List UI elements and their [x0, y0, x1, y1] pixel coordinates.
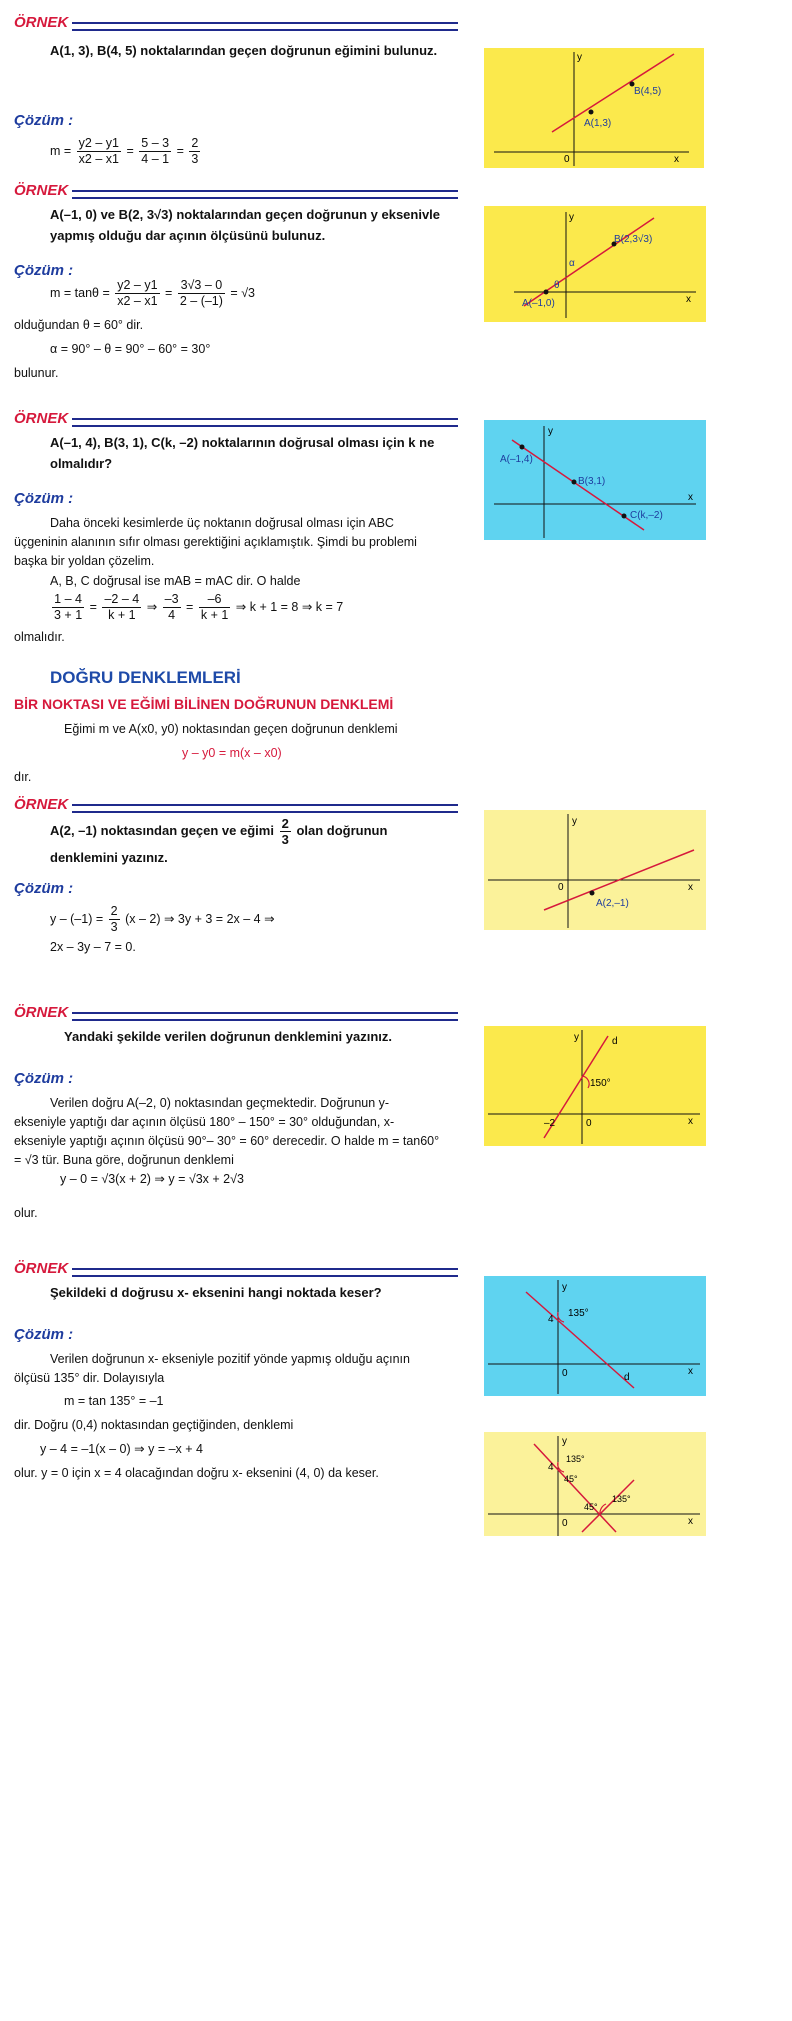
- example-3-end: olmalıdır.: [14, 630, 65, 644]
- origin-label: 0: [558, 882, 564, 893]
- header-rule: [72, 1268, 458, 1277]
- x-axis-label: x: [688, 1516, 693, 1527]
- x-axis-label: x: [688, 1366, 693, 1377]
- alpha-label: α: [569, 258, 575, 269]
- y-axis-label: y: [574, 1032, 579, 1043]
- example-4-line1: y – (–1) = $\frac{2}{3}$ (x – 2) ⇒ 3y + 3 = 2x – 4 ⇒: [50, 904, 275, 934]
- x-axis-label: x: [674, 154, 679, 165]
- solution-label: Çözüm :: [14, 262, 74, 279]
- ornek-label: ÖRNEK: [14, 182, 69, 199]
- figure-7: [484, 1432, 706, 1536]
- example-header-2: [14, 182, 464, 200]
- point-a-label: A(2,–1): [596, 898, 629, 909]
- figure-2: [484, 206, 706, 322]
- ornek-label: ÖRNEK: [14, 14, 69, 31]
- example-3-line1: A, B, C doğrusal ise mAB = mAC dir. O halde: [50, 574, 301, 588]
- header-rule: [72, 804, 458, 813]
- figure-1: [484, 48, 704, 168]
- section-text: Eğimi m ve A(x0, y0) noktasından geçen doğrunun denklemi: [64, 722, 398, 736]
- origin-label: 0: [562, 1518, 568, 1529]
- four-label: 4: [548, 1462, 554, 1473]
- example-1-question: A(1, 3), B(4, 5) noktalarından geçen doğrunun eğimini bulunuz.: [50, 43, 438, 58]
- angle-135-label: 135°: [568, 1308, 589, 1319]
- ornek-label: ÖRNEK: [14, 1260, 69, 1277]
- figure-6: [484, 1276, 706, 1396]
- ornek-label: ÖRNEK: [14, 1004, 69, 1021]
- figure-3: [484, 420, 706, 540]
- point-b-label: B(2,3√3): [614, 234, 653, 245]
- line-d-label: d: [624, 1372, 630, 1383]
- example-6-line2: dir. Doğru (0,4) noktasından geçtiğinden, denklemi: [14, 1418, 294, 1432]
- example-4-line2: 2x – 3y – 7 = 0.: [50, 940, 136, 954]
- angle-45b-label: 45°: [584, 1502, 598, 1512]
- example-header-6: [14, 1260, 464, 1278]
- example-header-1: [14, 14, 464, 32]
- theta-label: θ: [554, 280, 560, 291]
- x-axis-label: x: [688, 1116, 693, 1127]
- angle-135b-label: 135°: [612, 1494, 631, 1504]
- angle-45-label: 45°: [564, 1474, 578, 1484]
- y-axis-label: y: [548, 426, 553, 437]
- y-axis-label: y: [577, 52, 582, 63]
- header-rule: [72, 190, 458, 199]
- example-5-equation: y – 0 = √3(x + 2) ⇒ y = √3x + 2√3: [60, 1172, 244, 1186]
- example-6-paragraph: Verilen doğrunun x- ekseniyle pozitif yönde yapmış olduğu açının ölçüsü 135° dir. Dolayısıyla: [14, 1352, 410, 1385]
- y-axis-label: y: [562, 1436, 567, 1447]
- example-6-line3: olur. y = 0 için x = 4 olacağından doğru x- eksenini (4, 0) da keser.: [14, 1466, 379, 1480]
- y-axis-label: y: [562, 1282, 567, 1293]
- example-2-line1: olduğundan θ = 60° dir.: [14, 318, 144, 332]
- example-4-question: A(2, –1) noktasından geçen ve eğimi $\frac{2}{3}$ olan doğrunun denklemini yazınız.: [50, 816, 388, 865]
- example-5-question: Yandaki şekilde verilen doğrunun denklemini yazınız.: [64, 1029, 392, 1044]
- point-a-label: A(–1,4): [500, 454, 533, 465]
- point-c-label: C(k,–2): [630, 510, 663, 521]
- solution-label: Çözüm :: [14, 1070, 74, 1087]
- origin-label: 0: [562, 1368, 568, 1379]
- figure-5: [484, 1026, 706, 1146]
- line-d-label: d: [612, 1036, 618, 1047]
- ornek-label: ÖRNEK: [14, 410, 69, 427]
- x-axis-label: x: [688, 492, 693, 503]
- figure-4: [484, 810, 706, 930]
- example-1-formula: m = $\frac{y2 - y1}{x2 - x1}$ = $\frac{5 - 3}{4 - 1}$ = $\frac{2}{3}$: [50, 136, 199, 166]
- example-6-question: Şekildeki d doğrusu x- eksenini hangi noktada keser?: [50, 1285, 382, 1300]
- example-6-eq1: m = tan 135° = –1: [64, 1394, 164, 1408]
- angle-150-label: 150°: [590, 1078, 611, 1089]
- y-axis-label: y: [569, 212, 574, 223]
- example-5-end: olur.: [14, 1206, 38, 1220]
- header-rule: [72, 418, 458, 427]
- example-5-paragraph: Verilen doğru A(–2, 0) noktasından geçmektedir. Doğrunun y- ekseniyle yaptığı dar açının ölçüsü 180° – 150° = 30° olduğundan, x- ekseniyle yaptığı açının ölçüsü 90°– 30° = 60° derecedir. O halde m = tan60° = √3 tür. Buna göre, doğrunun denklemi: [14, 1096, 440, 1167]
- section-subtitle: BİR NOKTASI VE EĞİMİ BİLİNEN DOĞRUNUN DENKLEMİ: [14, 696, 394, 712]
- example-3-question: A(–1, 4), B(3, 1), C(k, –2) noktalarının doğrusal olması için k ne olmalıdır?: [50, 435, 435, 471]
- solution-label: Çözüm :: [14, 1326, 74, 1343]
- example-header-4: [14, 796, 464, 814]
- solution-label: Çözüm :: [14, 880, 74, 897]
- example-2-formula: m = tanθ = $\frac{y2 - y1}{x2 - x1}$ = $\frac{3√3 - 0}{2 - (-1)}$ = √3: [50, 278, 256, 308]
- x-axis-label: x: [686, 294, 691, 305]
- section-dir: dır.: [14, 770, 32, 784]
- example-2-line2: α = 90° – θ = 90° – 60° = 30°: [50, 342, 211, 356]
- point-b-label: B(3,1): [578, 476, 606, 487]
- point-b-label: B(4,5): [634, 86, 662, 97]
- ornek-label: ÖRNEK: [14, 796, 69, 813]
- solution-label: Çözüm :: [14, 112, 74, 129]
- section-title: DOĞRU DENKLEMLERİ: [50, 668, 241, 687]
- section-formula: y – y0 = m(x – x0): [182, 746, 282, 760]
- y-axis-label: y: [572, 816, 577, 827]
- origin-label: 0: [564, 154, 570, 165]
- example-header-5: [14, 1004, 464, 1022]
- example-header-3: [14, 410, 464, 428]
- minus-two-label: –2: [544, 1118, 556, 1129]
- solution-label: Çözüm :: [14, 490, 74, 507]
- point-a-label: A(1,3): [584, 118, 612, 129]
- example-2-line3: bulunur.: [14, 366, 59, 380]
- example-3-paragraph: Daha önceki kesimlerde üç noktanın doğrusal olması için ABC üçgeninin alanının sıfır olması gerektiğini açıklamıştık. Şimdi bu problemi başka bir yoldan çözelim.: [14, 516, 417, 568]
- header-rule: [72, 22, 458, 31]
- point-a-label: A(–1,0): [522, 298, 555, 309]
- angle-135-label: 135°: [566, 1454, 585, 1464]
- origin-label: 0: [586, 1118, 592, 1129]
- x-axis-label: x: [688, 882, 693, 893]
- header-rule: [72, 1012, 458, 1021]
- example-6-eq2: y – 4 = –1(x – 0) ⇒ y = –x + 4: [40, 1442, 203, 1456]
- example-2-question: A(–1, 0) ve B(2, 3√3) noktalarından geçen doğrunun y eksenivle yapmış olduğu dar açının ölçüsünü bulunuz.: [50, 207, 441, 243]
- four-label: 4: [548, 1314, 554, 1325]
- example-3-formula: $\frac{1 - 4}{3 + 1}$ = $\frac{-2 - 4}{k + 1}$ ⇒ $\frac{-3}{4}$ = $\frac{-6}{k + 1}$ ⇒ k + 1 = 8 ⇒ k = 7: [54, 592, 344, 622]
